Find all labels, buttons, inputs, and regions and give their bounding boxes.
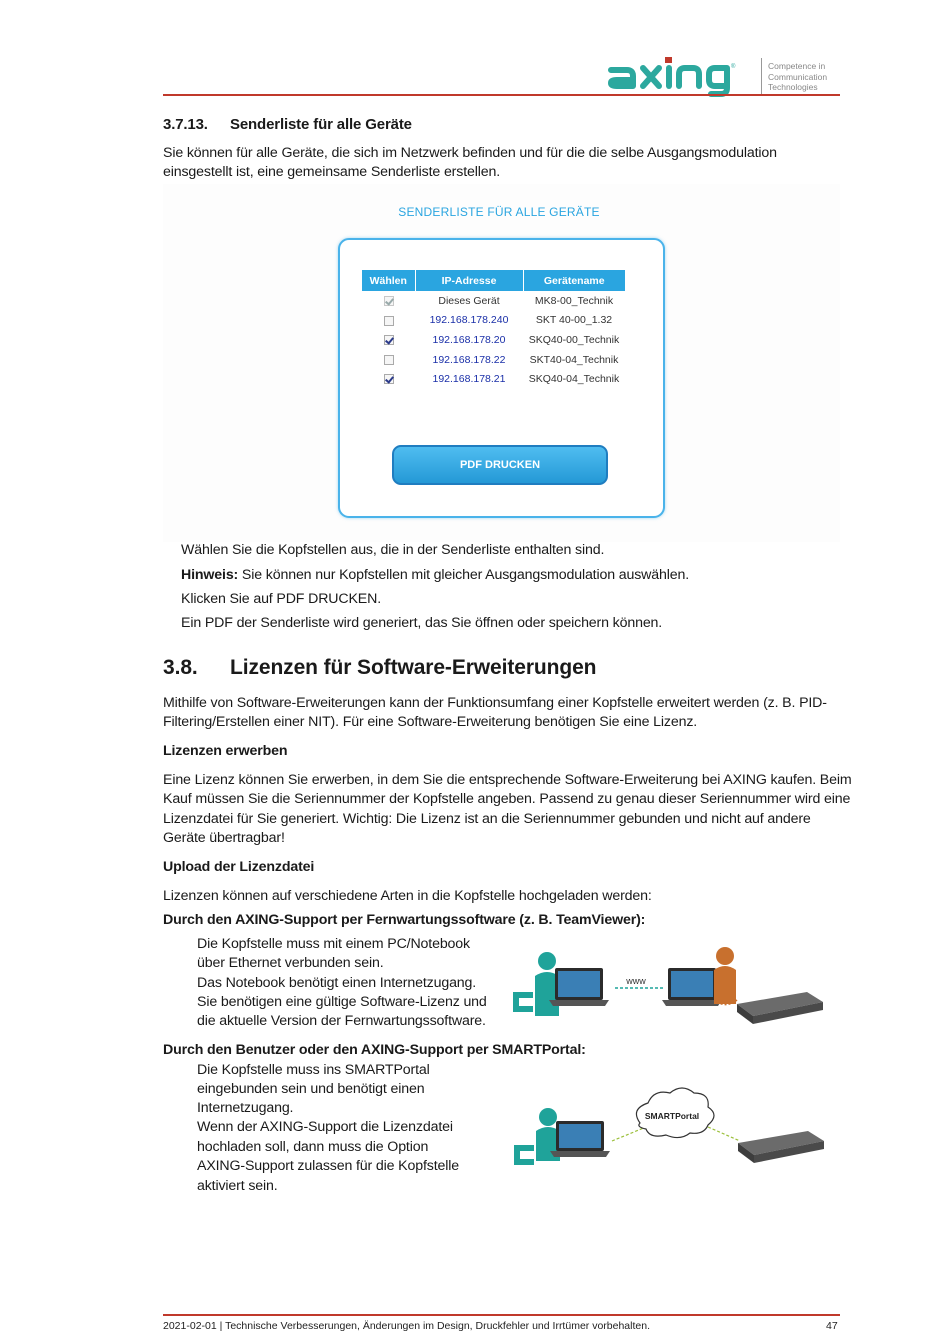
column-header: IP-Adresse <box>415 270 523 291</box>
axing-logo <box>603 54 759 98</box>
table-row <box>362 350 625 370</box>
section-title: Senderliste für alle Geräte <box>230 116 412 133</box>
laptop-icon <box>550 1121 610 1157</box>
paragraph-line: AXING-Support zulassen für die Kopfstelle <box>197 1158 459 1174</box>
table-row <box>362 291 625 311</box>
page-number: 47 <box>826 1320 838 1332</box>
logo-tagline <box>768 61 827 93</box>
remote-support-illustration <box>505 940 830 1035</box>
subheading: Upload der Lizenzdatei <box>163 859 315 875</box>
paragraph-line: Sie können für alle Geräte, die sich im Netzwerk befinden und für die die selbe Ausgangsmodulation <box>163 145 777 161</box>
ip-address-cell[interactable]: 192.168.178.22 <box>432 353 506 366</box>
headend-device-icon <box>738 1131 824 1163</box>
svg-text:®: ® <box>731 64 736 70</box>
footer-rule <box>163 1314 840 1316</box>
hint-line <box>181 566 689 585</box>
laptop-icon <box>549 968 609 1006</box>
paragraph-line: Filtering/Erstellen einer NIT). Für eine Software-Erweiterung benötigen Sie eine Lizenz. <box>163 714 698 730</box>
device-name-cell: SKT40-04_Technik <box>529 353 619 366</box>
footer-text: 2021-02-01 | Technische Verbesserungen, Änderungen im Design, Druckfehler und Irrtümer vorbehalten. <box>163 1320 650 1332</box>
step-text: Klicken Sie auf PDF DRUCKEN. <box>181 591 382 607</box>
device-checkbox[interactable] <box>384 316 394 326</box>
subheading: Durch den AXING-Support per Fernwartungssoftware (z. B. TeamViewer): <box>163 912 646 928</box>
tagline-line: Competence in <box>768 61 826 71</box>
section-title: Lizenzen für Software-Erweiterungen <box>230 656 597 679</box>
senderliste-panel <box>338 238 665 518</box>
tagline-line: Technologies <box>768 82 818 92</box>
device-checkbox <box>384 296 394 306</box>
column-header: Gerätename <box>523 270 625 291</box>
table-row <box>362 311 625 331</box>
paragraph-line: Geräte übertragbar! <box>163 830 285 846</box>
device-checkbox[interactable] <box>384 355 394 365</box>
hint-label: Hinweis: <box>181 567 239 583</box>
device-name-cell: SKT 40-00_1.32 <box>535 314 613 327</box>
paragraph-line: Wenn der AXING-Support die Lizenzdatei <box>197 1119 453 1135</box>
paragraph-line: Internetzugang. <box>197 1100 294 1116</box>
ip-address-cell: Dieses Gerät <box>438 294 500 307</box>
paragraph-line: Die Kopfstelle muss mit einem PC/Notebook <box>197 936 470 952</box>
select-cell <box>362 330 415 350</box>
device-name-cell: SKQ40-00_Technik <box>528 333 620 346</box>
ip-address-cell[interactable]: 192.168.178.20 <box>432 333 506 346</box>
subheading: Lizenzen erwerben <box>163 743 288 759</box>
table-row <box>362 369 625 389</box>
select-cell <box>362 311 415 331</box>
header-rule <box>163 94 840 96</box>
step-text: Ein PDF der Senderliste wird generiert, das Sie öffnen oder speichern können. <box>181 615 663 631</box>
headend-device-icon <box>737 992 823 1024</box>
paragraph-line: über Ethernet verbunden sein. <box>197 955 384 971</box>
paragraph-line: Das Notebook benötigt einen Internetzugang. <box>197 975 477 991</box>
table-row <box>362 330 625 350</box>
paragraph-line: Lizenzen können auf verschiedene Arten in die Kopfstelle hochgeladen werden: <box>163 888 652 904</box>
subheading: Durch den Benutzer oder den AXING-Support per SMARTPortal: <box>163 1042 586 1058</box>
paragraph-line: Eine Lizenz können Sie erwerben, in dem Sie die entsprechende Software-Erweiterung bei AXING kaufen. Beim <box>163 772 852 788</box>
www-label: www <box>626 976 646 986</box>
device-name-cell: MK8-00_Technik <box>534 294 614 307</box>
section-number: 3.7.13. <box>163 116 208 133</box>
paragraph-line: Sie benötigen eine gültige Software-Lizenz und <box>197 994 487 1010</box>
select-cell <box>362 350 415 370</box>
paragraph-line: die aktuelle Version der Fernwartungssoftware. <box>197 1013 486 1029</box>
user-icon <box>514 1108 560 1165</box>
step-text: Wählen Sie die Kopfstellen aus, die in der Senderliste enthalten sind. <box>181 542 605 558</box>
device-name-cell: SKQ40-04_Technik <box>528 373 620 386</box>
laptop-icon <box>662 968 722 1006</box>
device-checkbox[interactable] <box>384 335 394 345</box>
select-cell <box>362 291 415 311</box>
ip-address-cell[interactable]: 192.168.178.240 <box>429 314 509 327</box>
smartportal-illustration <box>508 1085 830 1170</box>
cloud-label: SMARTPortal <box>644 1111 700 1121</box>
device-table <box>362 270 625 389</box>
hint-text: Sie können nur Kopfstellen mit gleicher Ausgangsmodulation auswählen. <box>238 567 690 583</box>
tagline-line: Communication <box>768 71 828 82</box>
ui-screenshot <box>163 184 840 542</box>
paragraph-line: eingebunden sein und benötigt einen <box>197 1081 425 1097</box>
paragraph-line: Lizenzdatei für Sie generiert. Wichtig: Die Lizenz ist an die Seriennummer gebunden und nicht auf andere <box>163 811 811 827</box>
support-person-icon <box>714 947 736 1004</box>
paragraph-line: Die Kopfstelle muss ins SMARTPortal <box>197 1062 430 1078</box>
logo-separator <box>761 58 762 94</box>
paragraph-line: hochladen soll, dann muss die Option <box>197 1139 429 1155</box>
paragraph-line: aktiviert sein. <box>197 1178 278 1194</box>
select-cell <box>362 369 415 389</box>
device-checkbox[interactable] <box>384 374 394 384</box>
paragraph-line: Kauf müssen Sie die Seriennummer der Kopfstelle angeben. Passend zu genau dieser Seriennummer wird eine <box>163 791 851 807</box>
ip-address-cell[interactable]: 192.168.178.21 <box>432 373 506 386</box>
paragraph-line: einsgestellt ist, eine gemeinsame Senderliste erstellen. <box>163 164 501 180</box>
pdf-drucken-button[interactable]: PDF DRUCKEN <box>392 445 608 485</box>
user-icon <box>513 952 559 1016</box>
screenshot-title: SENDERLISTE FÜR ALLE GERÄTE <box>398 205 600 219</box>
section-number: 3.8. <box>163 656 198 679</box>
column-header: Wählen <box>362 270 415 291</box>
paragraph-line: Mithilfe von Software-Erweiterungen kann der Funktionsumfang einer Kopfstelle erweitert werden (z. B. PID- <box>163 695 827 711</box>
